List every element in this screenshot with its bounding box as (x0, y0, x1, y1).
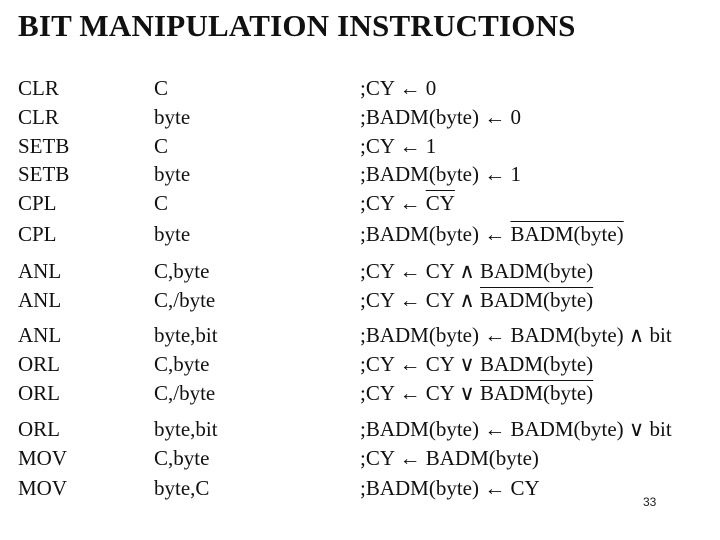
opcode: CLR (18, 105, 59, 129)
operation-comment (360, 161, 521, 187)
comment-text: ;BADM(byte) ← CY (360, 476, 540, 500)
instruction-row (0, 133, 720, 159)
instruction-row (0, 190, 720, 216)
operation-comment (360, 380, 593, 406)
comment-text: ;BADM(byte) ← 1 (360, 162, 521, 186)
instruction-row (0, 380, 720, 406)
operand: C,/byte (154, 288, 216, 312)
page-number: 33 (643, 495, 657, 509)
comment-text: ;BADM(byte) ← 0 (360, 105, 521, 129)
operand: byte (154, 222, 191, 246)
instruction-row (0, 161, 720, 187)
operand: byte (154, 105, 191, 129)
opcode: CLR (18, 76, 59, 100)
operation-comment (360, 322, 672, 348)
comment-text: ;CY ← (360, 191, 426, 215)
operation-comment (360, 104, 521, 130)
opcode: SETB (18, 134, 70, 158)
operand: C,/byte (154, 381, 216, 405)
comment-text: ;BADM(byte) ← (360, 222, 511, 246)
instruction-row (0, 416, 720, 442)
instruction-row (0, 322, 720, 348)
comment-text: ;CY ← BADM(byte) (360, 446, 539, 470)
opcode: ORL (18, 417, 60, 441)
opcode: ORL (18, 381, 60, 405)
operation-comment (360, 221, 624, 247)
comment-text: ;CY ← CY ∧ BADM(byte) (360, 259, 594, 283)
opcode: ORL (18, 352, 60, 376)
comment-text: ;CY ← CY ∧ (360, 288, 480, 312)
operand: C (154, 76, 169, 100)
complement-term: $\overline{CY}$ (425, 191, 455, 215)
operation-comment (360, 475, 540, 501)
opcode: CPL (18, 191, 57, 215)
operand: byte,bit (154, 417, 218, 441)
opcode: ANL (18, 288, 62, 312)
opcode: ANL (18, 259, 62, 283)
instruction-row (0, 221, 720, 247)
operation-comment (360, 75, 436, 101)
opcode: ANL (18, 323, 62, 347)
operand: C (154, 191, 169, 215)
operation-comment (360, 133, 436, 159)
instruction-row (0, 258, 720, 284)
opcode: SETB (18, 162, 70, 186)
opcode: MOV (18, 476, 68, 500)
instruction-row (0, 351, 720, 377)
comment-text: ;CY ← CY ∨ (360, 381, 480, 405)
comment-text: ;CY ← CY ∨ BADM(byte) (360, 352, 594, 376)
operand: byte (154, 162, 191, 186)
complement-term: BADM(byte) (480, 381, 594, 405)
operation-comment (360, 287, 593, 313)
operand: C,byte (154, 446, 210, 470)
complement-term: BADM(byte) (510, 222, 624, 246)
comment-text: ;BADM(byte) ← BADM(byte) ∨ bit (360, 417, 672, 441)
opcode: CPL (18, 222, 57, 246)
operation-comment (360, 190, 455, 216)
instruction-row (0, 104, 720, 130)
operation-comment (360, 351, 593, 377)
operand: C (154, 134, 169, 158)
operation-comment (360, 258, 593, 284)
operation-comment (360, 445, 539, 471)
instruction-row (0, 75, 720, 101)
operand: byte,C (154, 476, 210, 500)
operand: C,byte (154, 352, 210, 376)
comment-text: ;CY ← 0 (360, 76, 437, 100)
operation-comment (360, 416, 672, 442)
comment-text: ;BADM(byte) ← BADM(byte) ∧ bit (360, 323, 672, 347)
opcode: MOV (18, 446, 68, 470)
comment-text: ;CY ← 1 (360, 134, 437, 158)
complement-term: BADM(byte) (480, 288, 594, 312)
operand: C,byte (154, 259, 210, 283)
instruction-row (0, 445, 720, 471)
instruction-row (0, 475, 720, 501)
slide-title: BIT MANIPULATION INSTRUCTIONS (18, 8, 576, 43)
instruction-row (0, 287, 720, 313)
operand: byte,bit (154, 323, 218, 347)
